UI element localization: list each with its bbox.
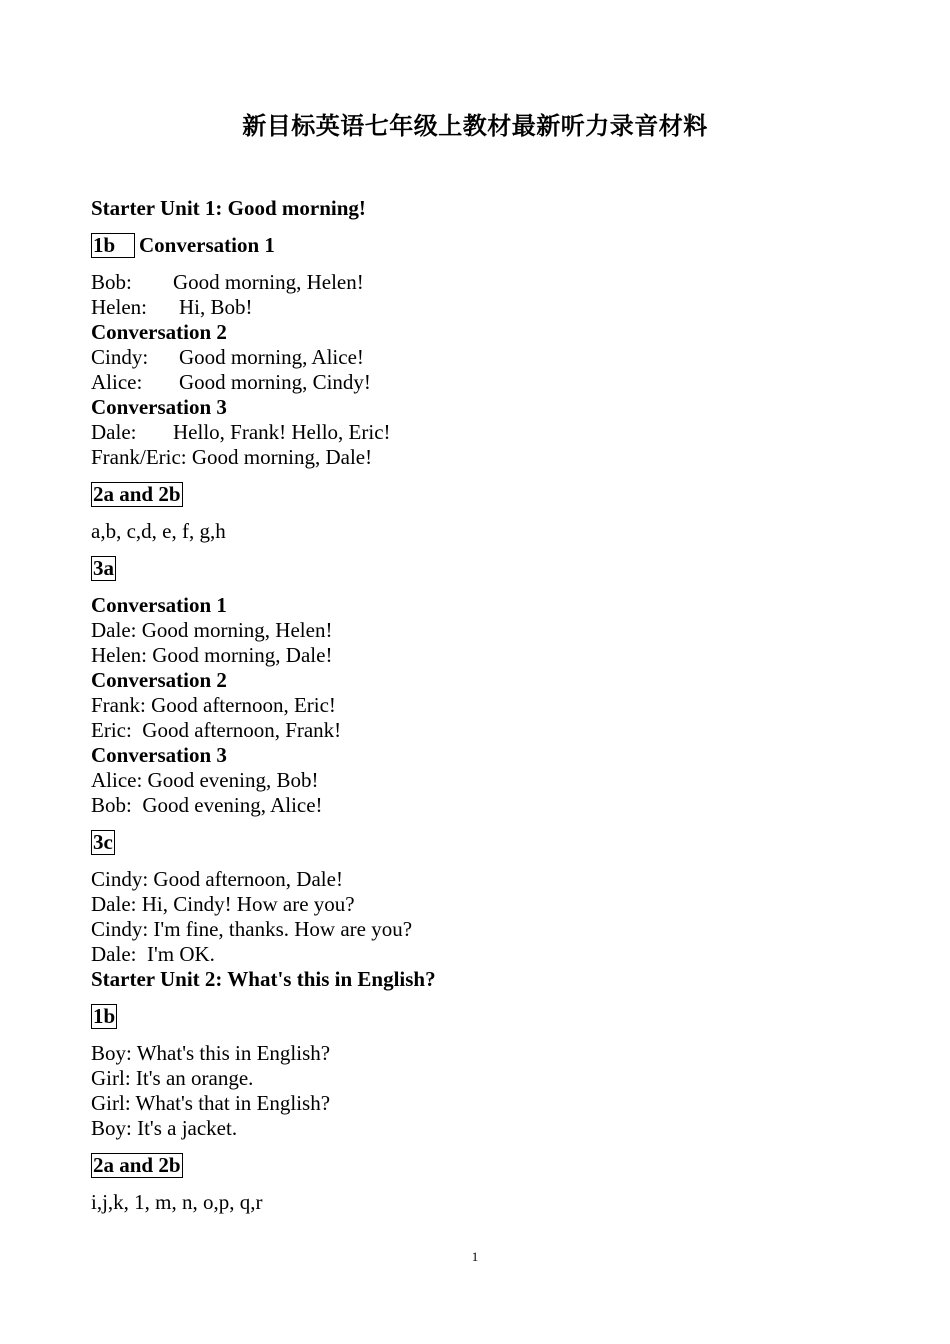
dialogue-line: Helen: Good morning, Dale! (91, 643, 333, 667)
conversation-title: Conversation 2 (91, 668, 227, 692)
dialogue-line (91, 345, 871, 370)
dialogue-line (91, 295, 871, 320)
dialogue-line (91, 420, 871, 445)
dialogue-line (91, 370, 871, 395)
speaker: Frank/Eric: (91, 445, 187, 469)
dialogue-line: Cindy: Good afternoon, Dale! (91, 867, 343, 891)
speaker: Alice: (91, 370, 143, 394)
dialogue-line: Dale: Hi, Cindy! How are you? (91, 892, 355, 916)
unit1-heading: Starter Unit 1: Good morning! (91, 196, 366, 220)
document-title: 新目标英语七年级上教材最新听力录音材料 (242, 112, 708, 140)
utterance: Good morning, Dale! (191, 445, 373, 469)
dialogue-line: Cindy: I'm fine, thanks. How are you? (91, 917, 413, 941)
utterance: Good morning, Alice! (179, 345, 364, 369)
dialogue-line: Eric: Good afternoon, Frank! (91, 718, 342, 742)
letters-line: a,b, c,d, e, f, g,h (91, 519, 226, 543)
speaker: Helen: (91, 295, 147, 319)
letters-line: i,j,k, 1, m, n, o,p, q,r (91, 1190, 263, 1214)
utterance: Hello, Frank! Hello, Eric! (173, 420, 391, 444)
section-label-box: 3c (93, 830, 113, 854)
dialogue-line: Dale: Good morning, Helen! (91, 618, 333, 642)
utterance: Good morning, Helen! (173, 270, 364, 294)
dialogue-line (91, 270, 871, 295)
dialogue-line: Alice: Good evening, Bob! (91, 768, 319, 792)
conversation-title: Conversation 1 (91, 593, 227, 617)
utterance: Good morning, Cindy! (179, 370, 371, 394)
dialogue-line: Boy: It's a jacket. (91, 1116, 238, 1140)
unit2-heading: Starter Unit 2: What's this in English? (91, 967, 436, 991)
speaker: Dale: (91, 420, 137, 444)
section-2ab-header (91, 482, 871, 507)
speaker: Bob: (91, 270, 132, 294)
section-3a-header (91, 556, 871, 581)
section-1b-header (91, 233, 871, 258)
page-number: 1 (471, 1249, 479, 1264)
document-body (91, 196, 871, 1215)
dialogue-line: Dale: I'm OK. (91, 942, 215, 966)
section-label-box: 1b (91, 233, 135, 258)
utterance: Hi, Bob! (179, 295, 253, 319)
dialogue-line: Girl: What's that in English? (91, 1091, 331, 1115)
conversation-title: Conversation 1 (139, 233, 275, 257)
section-3c-header (91, 830, 871, 855)
dialogue-line (91, 445, 871, 470)
section-2ab-header (91, 1153, 871, 1178)
conversation-title: Conversation 3 (91, 395, 227, 419)
section-label-box: 1b (93, 1004, 116, 1028)
conversation-title: Conversation 2 (91, 320, 227, 344)
dialogue-line: Girl: It's an orange. (91, 1066, 254, 1090)
section-label-box: 2a and 2b (93, 1153, 181, 1177)
dialogue-line: Boy: What's this in English? (91, 1041, 331, 1065)
dialogue-line: Frank: Good afternoon, Eric! (91, 693, 336, 717)
section-label-box: 3a (93, 556, 114, 580)
conversation-title: Conversation 3 (91, 743, 227, 767)
section-1b-header (91, 1004, 871, 1029)
section-label-box: 2a and 2b (93, 482, 181, 506)
dialogue-line: Bob: Good evening, Alice! (91, 793, 323, 817)
speaker: Cindy: (91, 345, 149, 369)
